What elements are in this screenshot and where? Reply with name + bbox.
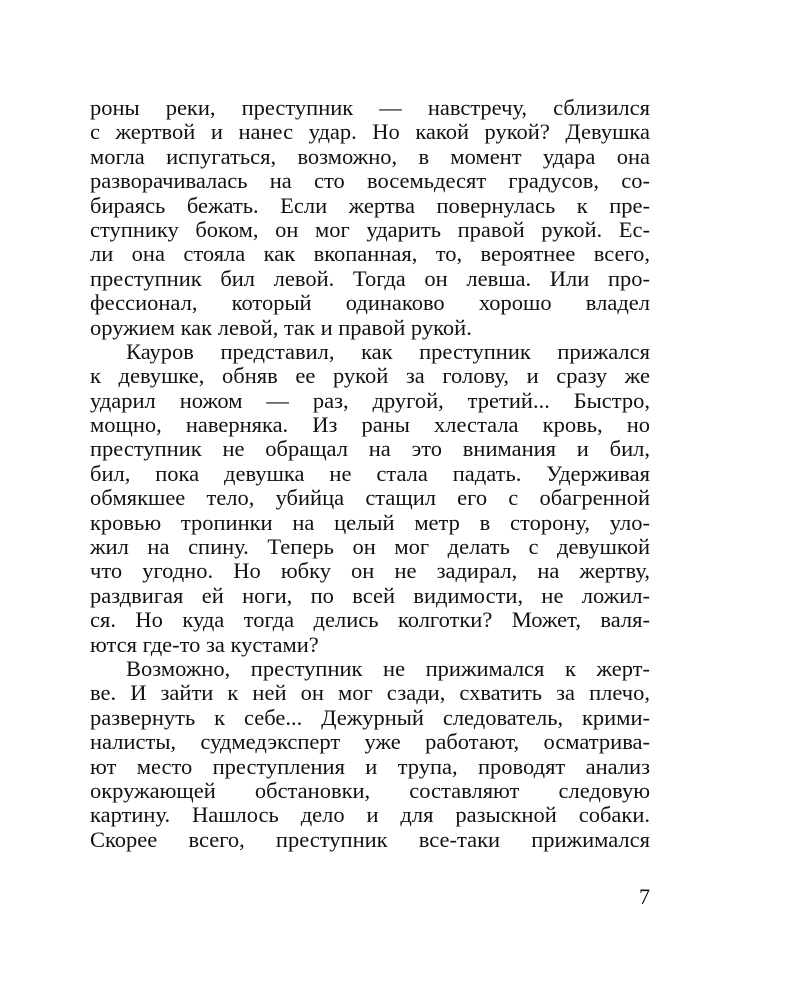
paragraph-3 xyxy=(90,657,650,852)
paragraph-1 xyxy=(90,96,650,340)
text-line: ударил ножом — раз, другой, третий... Быстро, xyxy=(90,388,650,413)
page-number: 7 xyxy=(639,884,650,909)
text-line: бираясь бежать. Если жертва повернулась к пре- xyxy=(90,193,650,218)
text-line: раздвигая ей ноги, по всей видимости, не ложил- xyxy=(90,583,650,608)
text-line: окружающей обстановки, составляют следовую xyxy=(90,778,650,803)
text-line: роны реки, преступник — навстречу, сблизился xyxy=(90,96,650,120)
text-line: жил на спину. Теперь он мог делать с девушкой xyxy=(90,535,650,560)
text-line: Скорее всего, преступник все-таки прижимался xyxy=(90,827,650,852)
text-line: оружием как левой, так и правой рукой. xyxy=(90,315,472,340)
text-line: ся. Но куда тогда делись колготки? Может, валя- xyxy=(90,608,650,633)
text-line: ют место преступления и трупа, проводят анализ xyxy=(90,754,650,779)
text-line: налисты, судмедэксперт уже работают, осматрива- xyxy=(90,730,650,755)
body-text xyxy=(90,96,650,852)
text-line: мощно, наверняка. Из раны хлестала кровь, но xyxy=(90,413,650,438)
text-line: ли она стояла как вкопанная, то, вероятнее всего, xyxy=(90,242,650,267)
text-line: разворачивалась на сто восемьдесят градусов, со- xyxy=(90,169,650,194)
text-line: развернуть к себе... Дежурный следователь, крими- xyxy=(90,705,650,730)
text-line: бил, пока девушка не стала падать. Удерживая xyxy=(90,461,650,486)
text-line: ются где-то за кустами? xyxy=(90,632,319,657)
text-line: могла испугаться, возможно, в момент удара она xyxy=(90,144,650,169)
text-line: картину. Нашлось дело и для разыскной собаки. xyxy=(90,803,650,828)
text-line: кровью тропинки на целый метр в сторону, уло- xyxy=(90,510,650,535)
text-line: преступник бил левой. Тогда он левша. Или про- xyxy=(90,266,650,291)
text-line: фессионал, который одинаково хорошо владел xyxy=(90,291,650,316)
text-line: ве. И зайти к ней он мог сзади, схватить за плечо, xyxy=(90,681,650,706)
text-line: ступнику боком, он мог ударить правой рукой. Ес- xyxy=(90,217,650,242)
text-line: Возможно, преступник не прижимался к жерт- xyxy=(126,656,650,681)
text-line: к девушке, обняв ее рукой за голову, и сразу же xyxy=(90,364,650,389)
text-line: что угодно. Но юбку он не задирал, на жертву, xyxy=(90,559,650,584)
text-line: преступник не обращал на это внимания и бил, xyxy=(90,437,650,462)
text-line: обмякшее тело, убийца стащил его с обагренной xyxy=(90,486,650,511)
text-line: Кауров представил, как преступник прижался xyxy=(126,339,650,364)
text-line: с жертвой и нанес удар. Но какой рукой? Девушка xyxy=(90,120,650,145)
paragraph-2 xyxy=(90,340,650,657)
